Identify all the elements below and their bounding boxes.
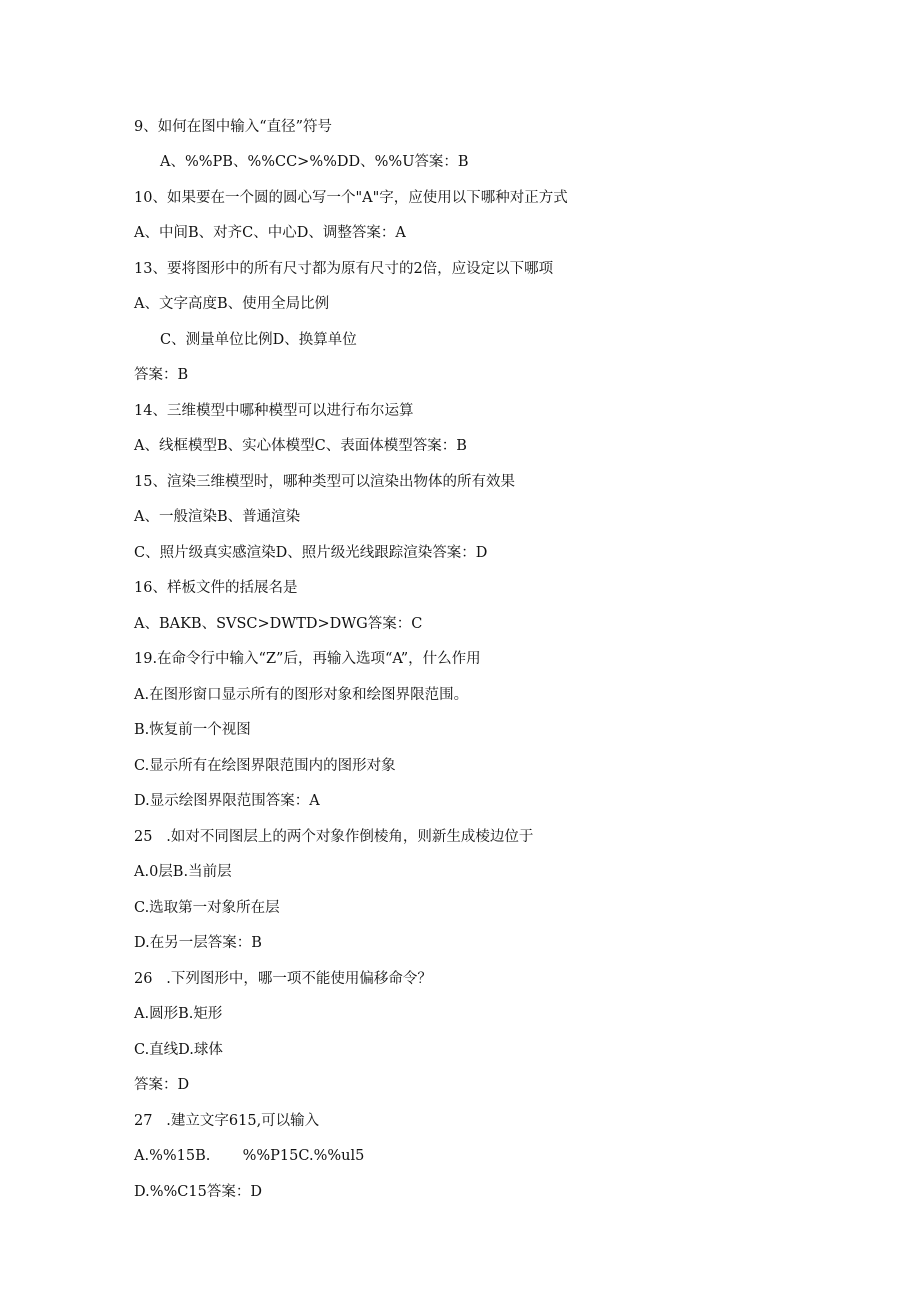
question-26-answer: 答案：D xyxy=(134,1077,190,1093)
question-14: 14、三维模型中哪种模型可以进行布尔运算 xyxy=(134,403,414,419)
question-15-options-a: A、一般渲染B、普通渲染 xyxy=(134,509,301,525)
question-9-options: A、%%PB、%%CC>%%DD、%%U答案：B xyxy=(160,154,469,170)
question-14-options: A、线框模型B、实心体模型C、表面体模型答案：B xyxy=(134,438,467,454)
question-10-options: A、中间B、对齐C、中心D、调整答案：A xyxy=(134,225,406,241)
question-13-answer: 答案：B xyxy=(134,367,189,383)
question-27-option-d: D.%%C15答案：D xyxy=(134,1184,262,1200)
question-26: 26 .下列图形中，哪一项不能使用偏移命令？ xyxy=(134,971,432,987)
question-27: 27 .建立文字615,可以输入 xyxy=(134,1113,320,1129)
question-26-options-a: A.圆形B.矩形 xyxy=(134,1006,223,1022)
question-27-options-a: A.%%15B. %%P15C.%%ul5 xyxy=(134,1148,365,1164)
question-19-option-b: B.恢复前一个视图 xyxy=(134,722,251,738)
question-25-option-d: D.在另一层答案：B xyxy=(134,935,262,951)
question-19-option-c: C.显示所有在绘图界限范围内的图形对象 xyxy=(134,758,396,774)
question-15: 15、渲染三维模型时，哪种类型可以渲染出物体的所有效果 xyxy=(134,474,515,490)
question-13-options-a: A、文字高度B、使用全局比例 xyxy=(134,296,330,312)
question-19: 19.在命令行中输入“Z”后，再输入选项“A”，什么作用 xyxy=(134,651,481,667)
question-16-options: A、BAKB、SVSC>DWTD>DWG答案：C xyxy=(134,616,423,632)
question-19-option-a: A.在图形窗口显示所有的图形对象和绘图界限范围。 xyxy=(134,687,469,703)
question-13: 13、要将图形中的所有尺寸都为原有尺寸的2倍，应设定以下哪项 xyxy=(134,261,554,277)
question-9: 9、如何在图中输入“直径”符号 xyxy=(134,119,333,135)
question-10: 10、如果要在一个圆的圆心写一个"A"字，应使用以下哪种对正方式 xyxy=(134,190,568,206)
question-25-option-c: C.选取第一对象所在层 xyxy=(134,900,280,916)
question-15-options-b: C、照片级真实感渲染D、照片级光线跟踪渲染答案：D xyxy=(134,545,488,561)
question-26-options-b: C.直线D.球体 xyxy=(134,1042,223,1058)
question-13-options-b: C、测量单位比例D、换算单位 xyxy=(160,332,357,348)
question-19-option-d: D.显示绘图界限范围答案：A xyxy=(134,793,320,809)
question-25-options-a: A.0层B.当前层 xyxy=(134,864,232,880)
question-25: 25 .如对不同图层上的两个对象作倒棱角，则新生成棱边位于 xyxy=(134,829,534,845)
question-16: 16、样板文件的括展名是 xyxy=(134,580,298,596)
